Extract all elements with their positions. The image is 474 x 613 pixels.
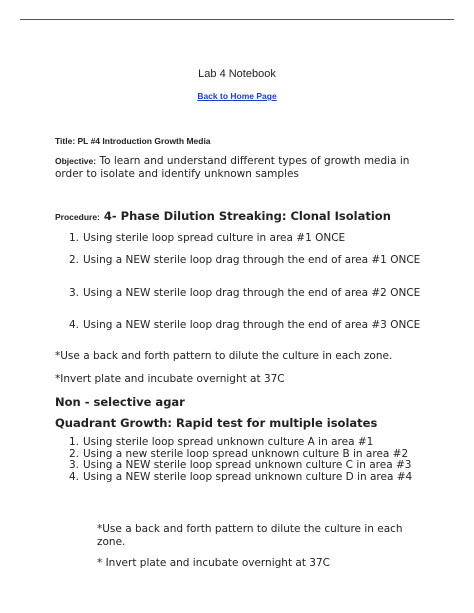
document-title: Title: PL #4 Introduction Growth Media bbox=[55, 136, 211, 146]
list-item-text: Using sterile loop spread unknown culture A in area #1 bbox=[83, 436, 374, 448]
invert-note: *Invert plate and incubate overnight at 37C bbox=[55, 373, 285, 385]
objective-text: To learn and understand different types of growth media in order to isolate and identify unknown samples bbox=[55, 155, 410, 180]
list-item-text: Using a NEW sterile loop drag through the end of area #2 ONCE bbox=[83, 287, 421, 299]
list-item bbox=[55, 287, 425, 300]
list-item bbox=[55, 319, 425, 332]
list-item bbox=[55, 472, 425, 484]
list-item-number: 2. bbox=[69, 254, 80, 266]
quadrant-heading: Quadrant Growth: Rapid test for multiple isolates bbox=[55, 416, 378, 430]
quadrant-pattern-note: *Use a back and forth pattern to dilute the culture in each zone. bbox=[97, 523, 403, 548]
list-item-text: Using a NEW sterile loop spread unknown culture D in area #4 bbox=[83, 470, 413, 483]
list-item-text: Using a NEW sterile loop drag through the end of area #1 ONCE bbox=[83, 254, 421, 266]
back-to-home-link[interactable]: Back to Home Page bbox=[197, 91, 277, 101]
list-item-text: Using a new sterile loop spread unknown culture B in area #2 bbox=[83, 447, 409, 460]
objective-paragraph bbox=[55, 155, 425, 181]
list-item-text: Using a NEW sterile loop spread unknown culture C in area #3 bbox=[83, 459, 412, 471]
list-item-number: 2. bbox=[69, 447, 80, 460]
list-item-text: Using sterile loop spread culture in area #1 ONCE bbox=[83, 232, 346, 244]
procedure-label: Procedure: bbox=[55, 212, 100, 222]
list-item-number: 4. bbox=[69, 319, 80, 331]
page-title: Lab 4 Notebook bbox=[198, 68, 276, 80]
list-item bbox=[55, 232, 425, 245]
top-divider bbox=[20, 19, 454, 20]
list-item-number: 1. bbox=[69, 232, 80, 244]
list-item-text: Using a NEW sterile loop drag through the end of area #3 ONCE bbox=[83, 319, 421, 331]
quadrant-invert-note: * Invert plate and incubate overnight at 37C bbox=[97, 557, 330, 569]
procedure-line bbox=[55, 209, 391, 223]
non-selective-heading: Non - selective agar bbox=[55, 395, 185, 409]
list-item-number: 4. bbox=[69, 470, 80, 483]
quadrant-steps-list bbox=[55, 437, 425, 483]
list-item-number: 1. bbox=[69, 436, 80, 448]
objective-label: Objective: bbox=[55, 156, 97, 166]
list-item bbox=[55, 460, 425, 472]
list-item bbox=[55, 437, 425, 449]
list-item-number: 3. bbox=[69, 459, 80, 471]
pattern-note: *Use a back and forth pattern to dilute the culture in each zone. bbox=[55, 350, 393, 362]
list-item-number: 3. bbox=[69, 287, 80, 299]
procedure-heading: 4- Phase Dilution Streaking: Clonal Isolation bbox=[99, 209, 391, 223]
list-item bbox=[55, 254, 425, 267]
